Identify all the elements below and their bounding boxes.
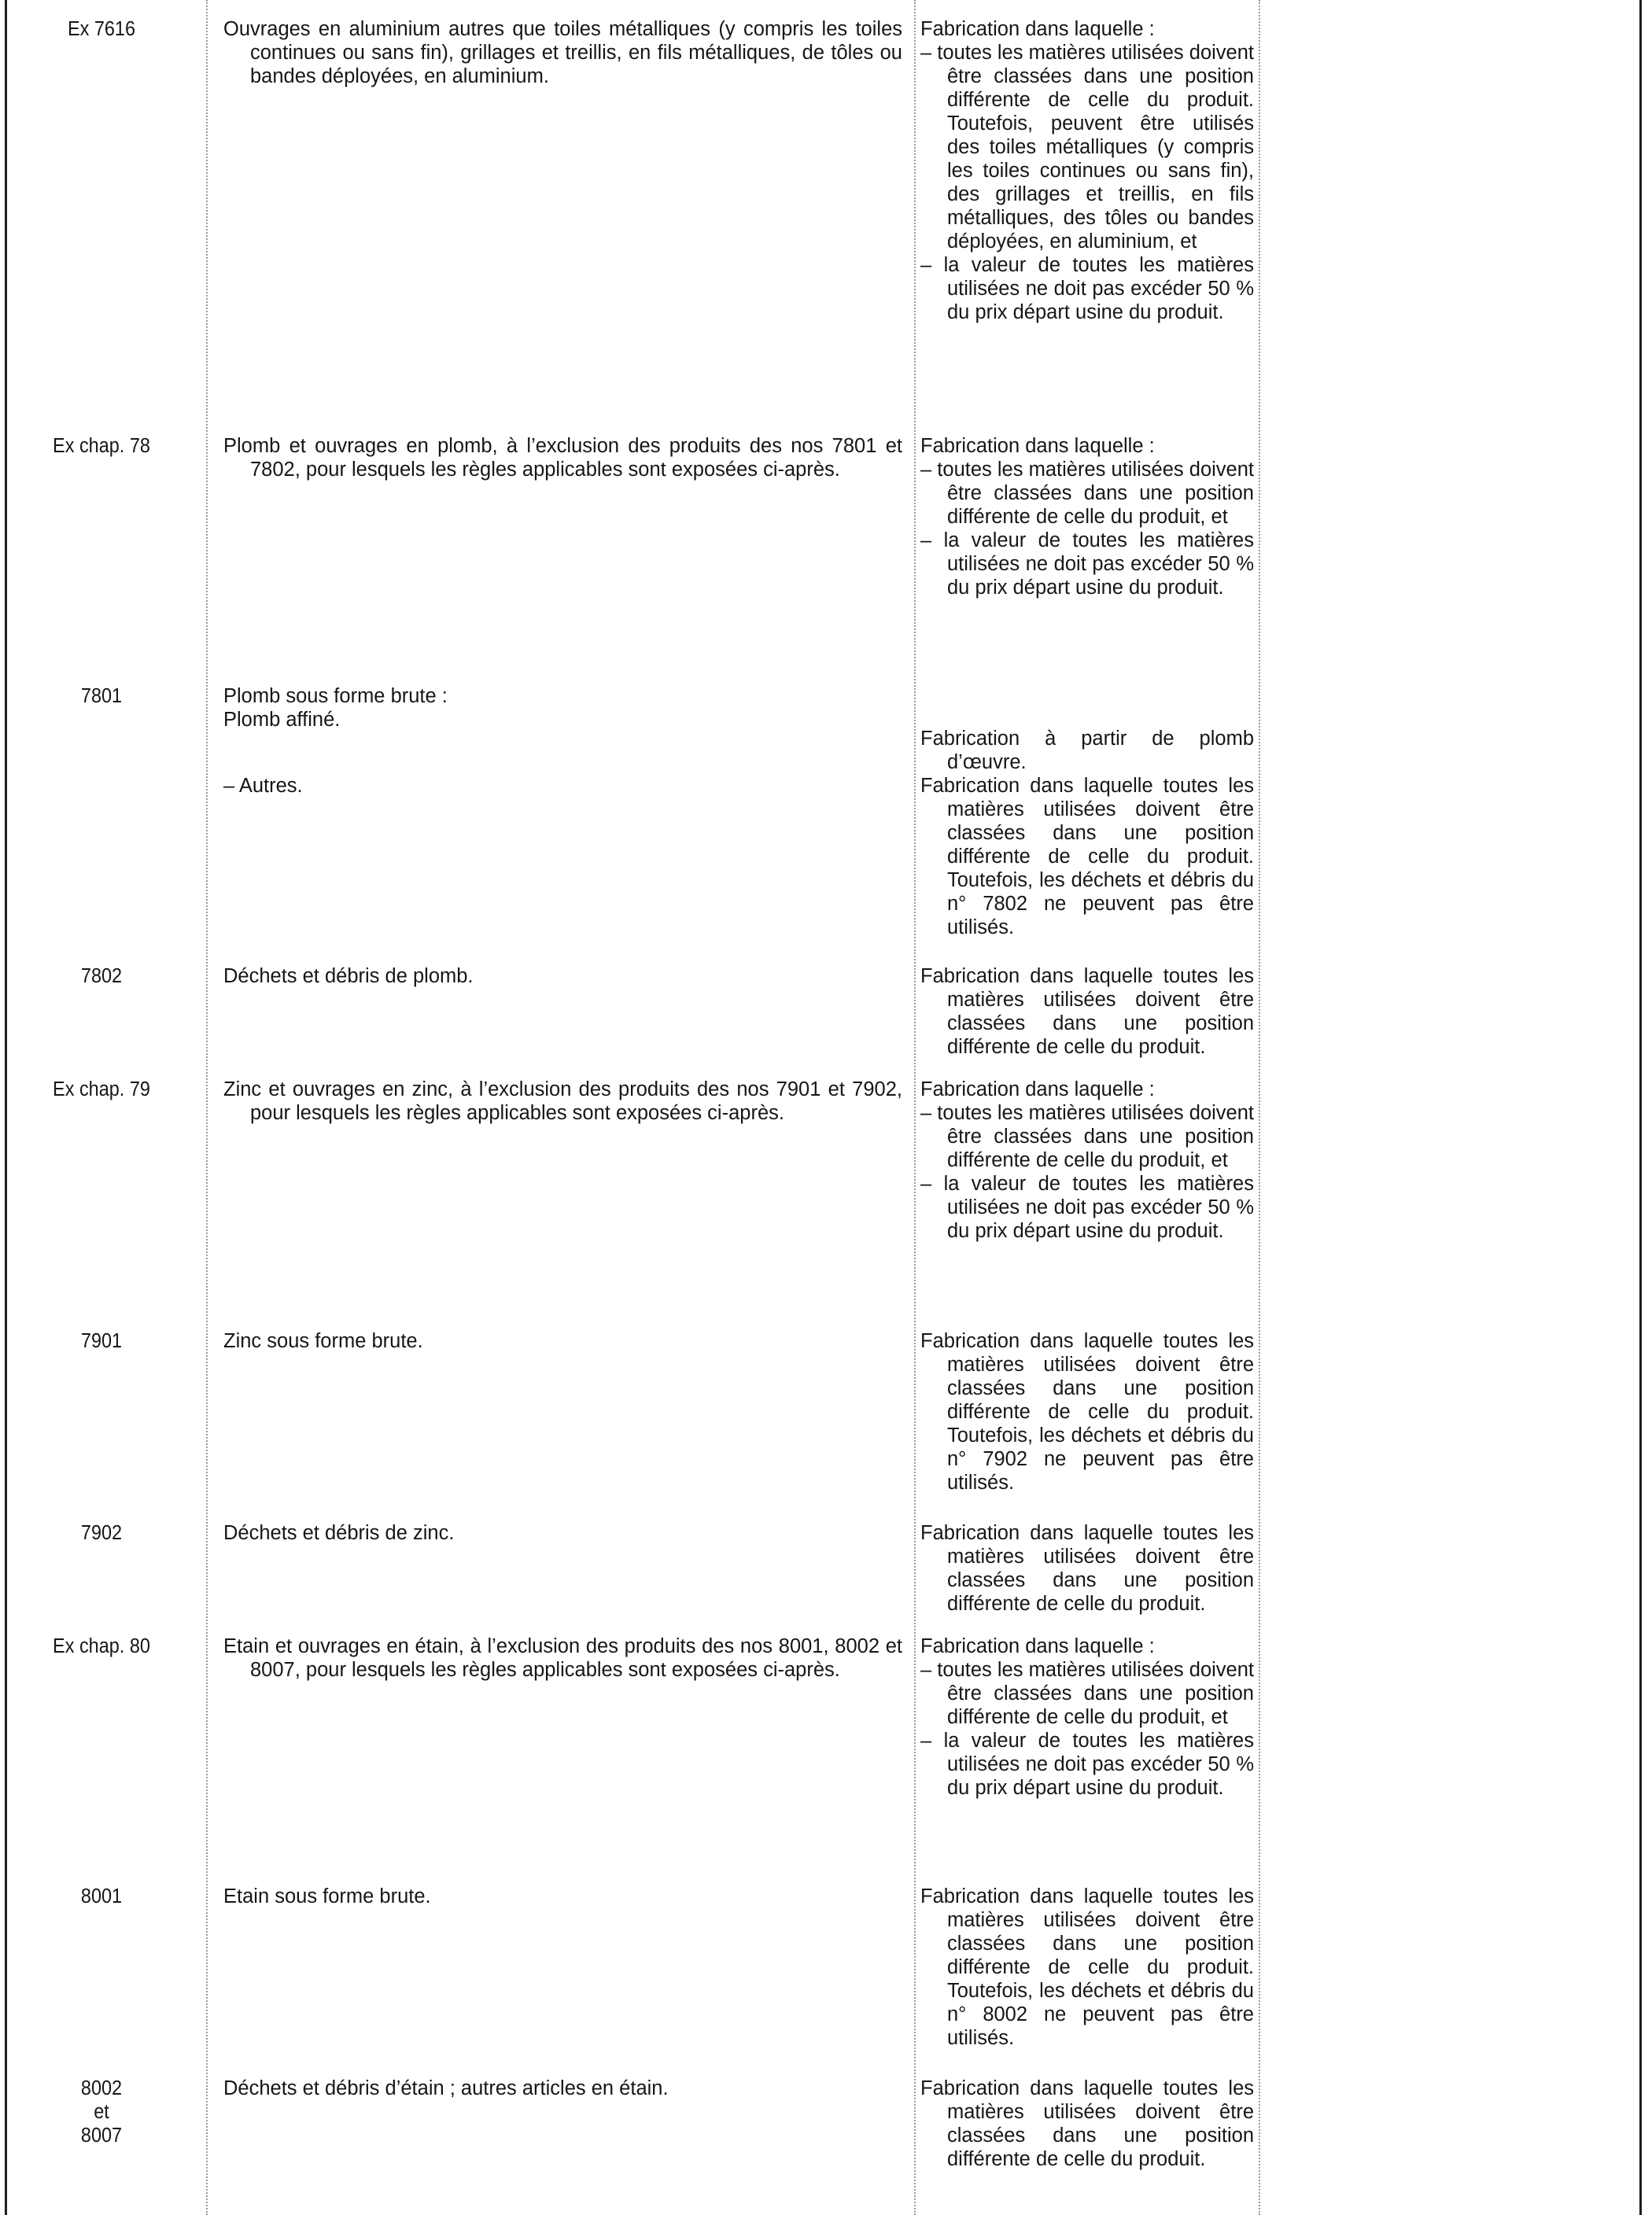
heading-code: Ex chap. 79: [53, 1078, 150, 1100]
heading-code: 8001: [80, 1885, 123, 1907]
column-divider-2: [914, 0, 916, 2215]
heading-code: 7801: [80, 685, 123, 707]
product-description: Etain sous forme brute.: [223, 1885, 431, 1907]
heading-code: 7901: [80, 1330, 123, 1352]
heading-code: Ex 7616: [67, 18, 136, 40]
heading-code: 8002 et 8007: [80, 2077, 123, 2147]
origin-rule: Fabrication dans laquelle toutes les matières utilisées doivent être classées dans une position différente de celle du produit. Toutefois, les déchets et débris du n° 8002 ne peuvent pas être utilisés.: [920, 1885, 1254, 2049]
left-border: [5, 0, 7, 2215]
product-description: Déchets et débris de plomb.: [223, 965, 474, 987]
product-description: Déchets et débris d’étain ; autres articles en étain.: [223, 2077, 669, 2099]
column-divider-3: [1259, 0, 1260, 2215]
right-border: [1639, 0, 1642, 2215]
column-divider-1: [206, 0, 208, 2215]
origin-rule: Fabrication dans laquelle toutes les matières utilisées doivent être classées dans une position différente de celle du produit.: [920, 1522, 1254, 1615]
origin-rule: Fabrication dans laquelle : – toutes les matières utilisées doivent être classées dans une position différente de celle du produit, et – la valeur de toutes les matières utilisées ne doit pas excéder 50 % du prix départ usine du produit.: [920, 435, 1254, 599]
origin-rule: Fabrication dans laquelle toutes les matières utilisées doivent être classées dans une position différente de celle du produit. Toutefois, les déchets et débris du n° 7902 ne peuvent pas être utilisés.: [920, 1330, 1254, 1494]
origin-rule: Fabrication dans laquelle : – toutes les matières utilisées doivent être classées dans une position différente de celle du produit, et – la valeur de toutes les matières utilisées ne doit pas excéder 50 % du prix départ usine du produit.: [920, 1078, 1254, 1242]
origin-rule: Fabrication dans laquelle : – toutes les matières utilisées doivent être classées dans une position différente de celle du produit, et – la valeur de toutes les matières utilisées ne doit pas excéder 50 % du prix départ usine du produit.: [920, 1635, 1254, 1799]
product-description: Zinc sous forme brute.: [223, 1330, 423, 1352]
heading-code: 7902: [80, 1522, 123, 1544]
origin-rule: Fabrication dans laquelle toutes les matières utilisées doivent être classées dans une position différente de celle du produit.: [920, 965, 1254, 1058]
origin-rule: Fabrication dans laquelle : – toutes les matières utilisées doivent être classées dans une position différente de celle du produit. Toutefois, peuvent être utilisés des toiles métalliques (y compris les toiles continues ou sans fin), des grillages et treillis, en fils métalliques, des tôles ou bandes déployées, en aluminium, et – la valeur de toutes les matières utilisées ne doit pas excéder 50 % du prix départ usine du produit.: [920, 18, 1254, 323]
product-description: Zinc et ouvrages en zinc, à l’exclusion des produits des nos 7901 et 7902, pour lesquels les règles applicables sont exposées ci-après.: [223, 1078, 902, 1124]
product-description: Plomb sous forme brute : Plomb affiné.: [223, 685, 448, 731]
product-description: Ouvrages en aluminium autres que toiles métalliques (y compris les toiles continues ou sans fin), grillages et treillis, en fils métalliques, de tôles ou bandes déployées, en aluminium.: [223, 18, 902, 87]
product-description: Plomb et ouvrages en plomb, à l’exclusion des produits des nos 7801 et 7802, pour lesquels les règles applicables sont exposées ci-après.: [223, 435, 902, 481]
heading-code: Ex chap. 78: [53, 435, 150, 457]
heading-code: 7802: [80, 965, 123, 987]
product-description: Etain et ouvrages en étain, à l’exclusion des produits des nos 8001, 8002 et 8007, pour lesquels les règles applicables sont exposées ci-après.: [223, 1635, 902, 1681]
origin-rule: Fabrication à partir de plomb d’œuvre.: [920, 728, 1254, 773]
product-description: – Autres.: [223, 775, 303, 797]
heading-code: Ex chap. 80: [53, 1635, 150, 1657]
origin-rule: Fabrication dans laquelle toutes les matières utilisées doivent être classées dans une position différente de celle du produit.: [920, 2077, 1254, 2170]
origin-rule: Fabrication dans laquelle toutes les matières utilisées doivent être classées dans une position différente de celle du produit. Toutefois, les déchets et débris du n° 7802 ne peuvent pas être utilisés.: [920, 775, 1254, 938]
product-description: Déchets et débris de zinc.: [223, 1522, 455, 1544]
